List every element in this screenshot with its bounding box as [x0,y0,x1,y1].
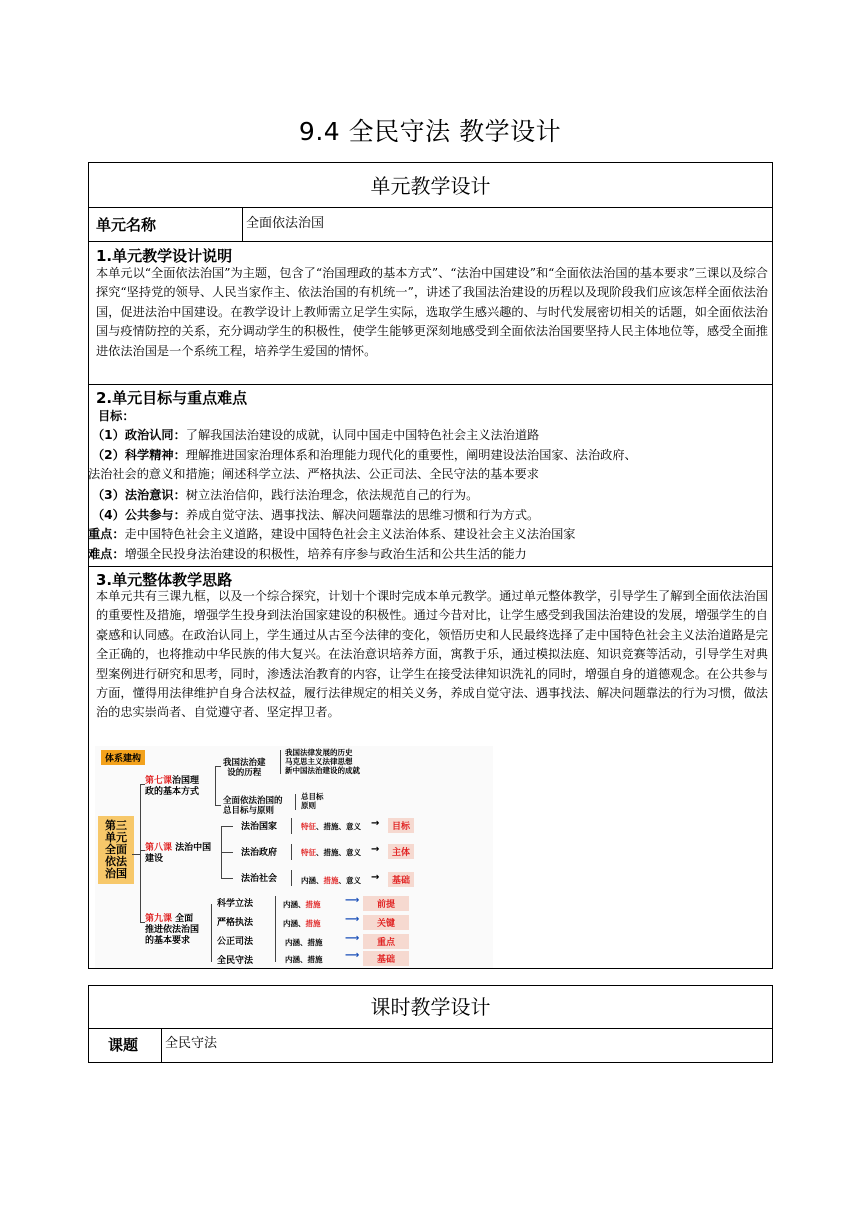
l8-row3-attrs [301,876,361,886]
difficulty-text: 增强全民投身法治建设的积极性，培养有序参与政治生活和公共生活的能力 [124,547,527,561]
section1-text-body: 本单元以“全面依法治国”为主题，包含了“治国理政的基本方式”、“法治中国建设”和“全面依法治国的基本要求”三课以及综合探究“坚持党的领导、人民当家作主、依法治国的有机统一”，讲述了我国法治建设的历程以及现阶段我们应该怎样全面依法治国，促进法治中国建设。在教学设计上教师需立足学生实际，选取学生感兴趣的、与时代发展密切相关的话题，如全面依法治国与疫情防控的关系，充分调动学生的积极性，使学生能够更深刻地感受到全面依法治国要坚持人民主体地位等，感受全面推进依法治国是一个系统工程，培养学生爱国的情怀。 [96,266,768,358]
lesson9-number: 第九课 [145,914,173,924]
l9-row1-name: 科学立法 [217,899,254,909]
l7-branch1-b: 设的历程 [227,768,262,778]
l9-row1-red: 措施 [305,900,321,909]
l9-row3-result: 重点 [363,934,409,949]
l8-row3-arrow: → [371,872,380,883]
goals-label: 目标： [98,409,135,423]
l9-row3-pre: 内涵、措施 [285,938,323,947]
goal1-label: （1）政治认同： [92,428,186,442]
unit-name-label: 单元名称 [96,216,157,234]
l7-b2-item-2: 原则 [301,801,316,810]
l9-row4-name: 全民守法 [217,956,254,966]
l7-branch1-items [285,748,360,775]
unit-structure-diagram [95,746,493,968]
goal2-label: （2）科学精神： [92,448,186,462]
l9-row1-pre: 内涵、 [283,900,306,909]
lesson7-label [145,776,199,798]
l9-row2-pre: 内涵、 [283,919,306,928]
l9-row4-arrow: ⟶ [345,950,360,961]
topic-label: 课题 [108,1036,139,1054]
l8-row2-pre: 特征 [301,848,316,857]
section1-heading: 1.单元教学设计说明 [96,247,233,265]
l7-branch1 [223,758,266,778]
l8-row3-pre: 内涵、 [301,876,324,885]
l9-row2-arrow: ⟶ [345,914,360,925]
l9-row2-attrs [283,919,321,929]
l9-row2-result: 关键 [363,915,409,930]
l8-row2-mid: 、措施、意义 [316,848,361,857]
goal2-text-a: 理解推进国家治理体系和治理能力现代化的重要性，阐明建设法治国家、法治政府、 [185,448,637,462]
section3-text [96,587,768,723]
section3-heading: 3.单元整体教学思路 [96,571,233,589]
lesson7-title-b: 政的基本方式 [145,787,200,797]
goal2-text-b: 法治社会的意义和措施；阐述科学立法、严格执法、公正司法、全民守法的基本要求 [88,467,539,481]
lesson7-number: 第七课 [145,776,173,786]
l9-row2-name: 严格执法 [217,918,254,928]
root-line-1: 第三 [105,819,127,832]
diagram-root [98,816,134,884]
section2-heading: 2.单元目标与重点难点 [96,389,248,407]
lesson8-title-a: 法治中国 [172,843,212,853]
difficulty-label: 难点： [88,547,125,561]
l8-row2-name: 法治政府 [241,848,278,858]
l7-item-1: 我国法律发展的历史 [285,748,353,757]
l8-row1-result: 目标 [388,818,414,833]
lesson7-title-a: 治国理 [172,776,200,786]
key-points-text: 走中国特色社会主义道路，建设中国特色社会主义法治体系、建设社会主义法治国家 [124,527,576,541]
unit-name-value: 全面依法治国 [246,216,325,231]
l8-row1-mid: 、措施、意义 [316,822,361,831]
l8-row1-arrow: → [371,818,380,829]
key-points-label: 重点： [88,527,125,541]
l8-row1-attrs [301,822,361,832]
l8-row1-pre: 特征 [301,822,316,831]
l8-row1-name: 法治国家 [241,822,278,832]
l8-row3-name: 法治社会 [241,874,278,884]
l7-branch1-a: 我国法治建 [223,758,266,768]
section3-text-body: 本单元共有三课九框，以及一个综合探究，计划十个课时完成本单元教学。通过单元整体教学，引导学生了解到全面依法治国的重要性及措施，增强学生投身到法治国家建设的积极性。通过今昔对比，让学生感受到我国法治建设的发展，增强学生的自豪感和认同感。在政治认同上，学生通过从古至今法律的变化，领悟历史和人民最终选择了走中国特色社会主义法治道路是完全正确的，也将推动中华民族的伟大复兴。在法治意识培养方面，寓教于乐，通过模拟法庭、知识竞赛等活动，引导学生对典型案例进行研究和思考，同时，渗透法治教育的内容，让学生在接受法律知识洗礼的同时，增强自身的道德观念。在公共参与方面，懂得用法律维护自身合法权益，履行法律规定的相关义务，养成自觉守法、遇事找法、解决问题靠法的行为习惯，做法治的忠实崇尚者、自觉遵守者、坚定捍卫者。 [96,589,768,720]
l9-row4-result: 基础 [363,951,409,966]
l9-row3-arrow: ⟶ [345,933,360,944]
lesson9-title-b: 推进依法治国 [145,925,200,935]
l8-row2-arrow: → [371,844,380,855]
l9-row1-arrow: ⟶ [345,895,360,906]
diagram-tag: 体系建构 [101,750,145,765]
root-line-4: 依法 [105,855,127,868]
lesson9-label [145,914,199,947]
l8-row2-attrs [301,848,361,858]
l7-branch2 [223,796,283,816]
goal3-text: 树立法治信仰，践行法治理念，依法规范自己的行为。 [185,488,479,502]
l8-row3-mid: 措施 [323,876,339,885]
root-line-5: 治国 [105,867,127,880]
section1-text [96,264,768,361]
l9-row3-name: 公正司法 [217,937,254,947]
l9-row1-attrs [283,900,321,910]
lesson9-title-a: 全面 [172,914,194,924]
l9-row4-pre: 内涵、措施 [285,955,323,964]
lesson8-label [145,843,211,865]
goal3-label: （3）法治意识： [92,488,186,502]
l8-row3-post: 、意义 [338,876,361,885]
lesson9-title-c: 的基本要求 [145,936,191,946]
root-line-2: 单元 [105,831,127,844]
l7-branch2-items [301,792,324,810]
l7-item-2: 马克思主义法律思想 [285,757,353,766]
l9-row3-attrs [285,938,323,948]
root-line-3: 全面 [105,843,127,856]
lesson-design-header: 课时教学设计 [370,995,491,1019]
unit-design-header: 单元教学设计 [370,174,491,198]
lesson8-title-b: 建设 [145,854,164,864]
document-title: 9.4 全民守法 教学设计 [298,117,562,146]
l9-row4-attrs [285,955,323,965]
l7-branch2-a: 全面依法治国的 [223,796,283,806]
l7-b2-item-1: 总目标 [301,792,324,801]
goal4-text: 养成自觉守法、遇事找法、解决问题靠法的思维习惯和行为方式。 [185,508,540,522]
l8-row2-result: 主体 [388,844,414,859]
goal4-label: （4）公共参与： [92,508,186,522]
lesson8-number: 第八课 [145,843,173,853]
topic-value: 全民守法 [165,1036,218,1051]
l9-row1-result: 前提 [363,896,409,911]
l7-branch2-b: 总目标与原则 [223,806,275,816]
l8-row3-result: 基础 [388,872,414,887]
goal1-text: 了解我国法治建设的成就，认同中国走中国特色社会主义法治道路 [185,428,540,442]
l7-item-3: 新中国法治建设的成就 [285,766,360,775]
l9-row2-red: 措施 [305,919,321,928]
